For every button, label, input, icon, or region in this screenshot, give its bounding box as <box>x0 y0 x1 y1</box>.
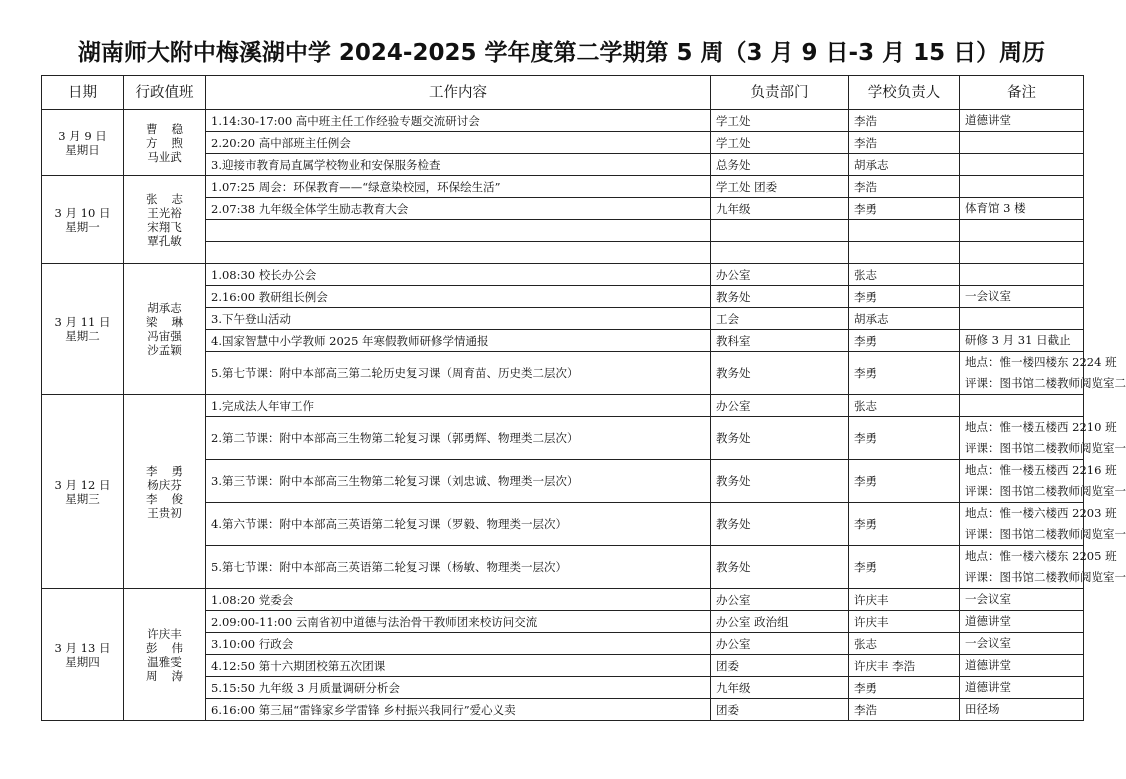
day-date-cell <box>42 395 124 589</box>
remarks-cell <box>960 546 1126 589</box>
work-item: 3.下午登山活动 <box>206 308 711 330</box>
remarks-text: 地点：惟一楼六楼西 2203 班 <box>965 506 1117 520</box>
remarks-text: 研修 3 月 31 日截止 <box>965 333 1071 347</box>
admin-duty-name: 覃孔敏 <box>147 233 182 248</box>
school-lead-cell: 许庆丰 <box>849 589 960 611</box>
department-cell: 办公室 政治组 <box>711 611 849 633</box>
department-cell: 教务处 <box>711 417 849 460</box>
remarks-cell <box>960 395 1084 417</box>
department-cell: 教务处 <box>711 503 849 546</box>
remarks-cell <box>960 460 1126 503</box>
admin-duty-name: 周 涛 <box>145 668 189 683</box>
work-item: 1.14:30-17:00 高中班主任工作经验专题交流研讨会 <box>206 110 711 132</box>
work-item: 2.第二节课：附中本部高三生物第二轮复习课（郭勇辉、物理类二层次） <box>206 417 711 460</box>
remarks-text: 地点：惟一楼五楼西 2216 班 <box>965 463 1117 477</box>
remarks-text: 田径场 <box>965 702 1000 716</box>
admin-duty-name: 王贵初 <box>147 505 182 520</box>
remarks-text-line2: 评课：图书馆二楼教师阅览室一 <box>965 527 1126 541</box>
department-cell: 教科室 <box>711 330 849 352</box>
remarks-cell <box>960 264 1084 286</box>
school-lead-cell: 张志 <box>849 264 960 286</box>
table-row <box>42 264 1084 286</box>
admin-duty-name: 宋翔飞 <box>147 219 182 234</box>
work-item: 5.第七节课：附中本部高三第二轮历史复习课（周育苗、历史类二层次） <box>206 352 711 395</box>
department-cell: 总务处 <box>711 154 849 176</box>
school-lead-cell: 李勇 <box>849 546 960 589</box>
department-cell: 教务处 <box>711 352 849 395</box>
work-item: 1.07:25 周会：环保教育——“绿意染校园，环保绘生活” <box>206 176 711 198</box>
admin-duty-cell <box>124 589 206 721</box>
school-lead-cell: 李勇 <box>849 677 960 699</box>
school-lead-cell: 胡承志 <box>849 308 960 330</box>
remarks-cell <box>960 655 1084 677</box>
work-item: 2.07:38 九年级全体学生励志教育大会 <box>206 198 711 220</box>
department-cell: 教务处 <box>711 286 849 308</box>
page-title: 湖南师大附中梅溪湖中学 2024-2025 学年度第二学期第 5 周（3 月 9 日-3 月 15 日）周历 <box>77 40 1046 66</box>
department-cell: 办公室 <box>711 633 849 655</box>
admin-duty-name: 张 志 <box>145 191 189 206</box>
day-weekday: 星期二 <box>65 329 100 343</box>
school-lead-cell: 李勇 <box>849 330 960 352</box>
department-cell: 九年级 <box>711 677 849 699</box>
department-cell: 团委 <box>711 699 849 721</box>
header-date: 日期 <box>42 76 124 110</box>
admin-duty-name: 彭 伟 <box>145 640 189 655</box>
header-work-content: 工作内容 <box>206 76 711 110</box>
admin-duty-name: 王光裕 <box>147 205 182 220</box>
remarks-cell <box>960 110 1084 132</box>
work-item: 3.迎接市教育局直属学校物业和安保服务检查 <box>206 154 711 176</box>
work-item: 5.15:50 九年级 3 月质量调研分析会 <box>206 677 711 699</box>
work-item: 3.第三节课：附中本部高三生物第二轮复习课（刘忠诚、物理类一层次） <box>206 460 711 503</box>
school-lead-cell: 张志 <box>849 633 960 655</box>
remarks-text: 一会议室 <box>965 636 1011 650</box>
work-item: 4.12:50 第十六期团校第五次团课 <box>206 655 711 677</box>
remarks-cell <box>960 611 1084 633</box>
department-cell: 教务处 <box>711 460 849 503</box>
school-lead-cell: 李浩 <box>849 699 960 721</box>
admin-duty-name: 曹 稳 <box>145 121 189 136</box>
school-lead-cell <box>849 220 960 242</box>
school-lead-cell: 李浩 <box>849 132 960 154</box>
remarks-cell <box>960 330 1084 352</box>
department-cell: 教务处 <box>711 546 849 589</box>
admin-duty-name: 沙孟颖 <box>147 343 182 357</box>
school-lead-cell: 李勇 <box>849 460 960 503</box>
department-cell: 学工处 <box>711 132 849 154</box>
remarks-cell <box>960 633 1084 655</box>
school-lead-cell: 张志 <box>849 395 960 417</box>
admin-duty-name: 温雅雯 <box>147 654 182 669</box>
work-item: 4.第六节课：附中本部高三英语第二轮复习课（罗毅、物理类一层次） <box>206 503 711 546</box>
remarks-cell <box>960 154 1084 176</box>
day-date-cell <box>42 110 124 176</box>
work-item <box>206 242 711 264</box>
school-lead-cell: 李勇 <box>849 198 960 220</box>
department-cell: 学工处 <box>711 110 849 132</box>
remarks-cell <box>960 417 1126 460</box>
department-cell: 办公室 <box>711 264 849 286</box>
school-lead-cell: 李勇 <box>849 286 960 308</box>
remarks-cell <box>960 176 1084 198</box>
day-weekday: 星期一 <box>65 219 100 234</box>
weekly-calendar-table <box>41 75 1126 721</box>
school-lead-cell: 许庆丰 <box>849 611 960 633</box>
remarks-text: 体育馆 3 楼 <box>965 201 1026 215</box>
day-date: 3 月 9 日 <box>58 128 107 143</box>
department-cell: 九年级 <box>711 198 849 220</box>
table-header-row <box>42 76 1084 110</box>
work-item: 2.09:00-11:00 云南省初中道德与法治骨干教师团来校访问交流 <box>206 611 711 633</box>
remarks-text-line2: 评课：图书馆二楼教师阅览室一 <box>965 570 1126 584</box>
work-item <box>206 220 711 242</box>
remarks-cell <box>960 503 1126 546</box>
admin-duty-name: 杨庆芬 <box>147 477 182 492</box>
remarks-text: 一会议室 <box>965 289 1011 303</box>
school-lead-cell: 李勇 <box>849 352 960 395</box>
table-row <box>42 110 1084 132</box>
day-weekday: 星期四 <box>65 654 100 669</box>
school-lead-cell: 李浩 <box>849 176 960 198</box>
day-date: 3 月 12 日 <box>54 477 111 492</box>
remarks-text: 道德讲堂 <box>965 113 1011 127</box>
school-lead-cell: 李勇 <box>849 417 960 460</box>
school-lead-cell <box>849 242 960 264</box>
day-weekday: 星期三 <box>65 491 100 506</box>
admin-duty-name: 方 煦 <box>145 135 189 150</box>
admin-duty-name: 李 勇 <box>145 463 189 478</box>
remarks-text-line2: 评课：图书馆二楼教师阅览室二 <box>965 376 1126 390</box>
work-item: 1.完成法人年审工作 <box>206 395 711 417</box>
remarks-cell <box>960 677 1084 699</box>
remarks-cell <box>960 242 1084 264</box>
header-admin-duty: 行政值班 <box>124 76 206 110</box>
department-cell: 办公室 <box>711 589 849 611</box>
remarks-text: 地点：惟一楼六楼东 2205 班 <box>965 549 1117 563</box>
department-cell: 学工处 团委 <box>711 176 849 198</box>
work-item: 6.16:00 第三届“雷锋家乡学雷锋 乡村振兴我同行”爱心义卖 <box>206 699 711 721</box>
remarks-cell <box>960 286 1084 308</box>
remarks-cell <box>960 352 1126 395</box>
admin-duty-cell <box>124 110 206 176</box>
admin-duty-cell <box>124 264 206 395</box>
department-cell: 办公室 <box>711 395 849 417</box>
day-date: 3 月 11 日 <box>54 315 111 329</box>
remarks-text: 地点：惟一楼四楼东 2224 班 <box>965 355 1117 369</box>
admin-duty-cell <box>124 176 206 264</box>
admin-duty-name: 马业武 <box>147 149 182 164</box>
department-cell: 团委 <box>711 655 849 677</box>
work-item: 2.20:20 高中部班主任例会 <box>206 132 711 154</box>
table-row <box>42 395 1084 417</box>
department-cell: 工会 <box>711 308 849 330</box>
day-date: 3 月 13 日 <box>54 640 111 655</box>
work-item: 1.08:20 党委会 <box>206 589 711 611</box>
remarks-cell <box>960 589 1084 611</box>
school-lead-cell: 李勇 <box>849 503 960 546</box>
day-date: 3 月 10 日 <box>54 205 111 220</box>
table-row <box>42 176 1084 198</box>
remarks-text: 道德讲堂 <box>965 658 1011 672</box>
remarks-text: 道德讲堂 <box>965 614 1011 628</box>
school-lead-cell: 李浩 <box>849 110 960 132</box>
admin-duty-name: 许庆丰 <box>147 626 182 641</box>
table-row <box>42 589 1084 611</box>
work-item: 2.16:00 教研组长例会 <box>206 286 711 308</box>
work-item: 5.第七节课：附中本部高三英语第二轮复习课（杨敏、物理类一层次） <box>206 546 711 589</box>
work-item: 4.国家智慧中小学教师 2025 年寒假教师研修学情通报 <box>206 330 711 352</box>
remarks-text-line2: 评课：图书馆二楼教师阅览室一 <box>965 484 1126 498</box>
remarks-cell <box>960 308 1084 330</box>
day-date-cell <box>42 264 124 395</box>
day-date-cell <box>42 589 124 721</box>
remarks-cell <box>960 198 1084 220</box>
admin-duty-name: 李 俊 <box>145 491 189 506</box>
remarks-cell <box>960 699 1084 721</box>
remarks-text-line2: 评课：图书馆二楼教师阅览室一 <box>965 441 1126 455</box>
work-item: 1.08:30 校长办公会 <box>206 264 711 286</box>
day-weekday: 星期日 <box>65 142 100 157</box>
header-department: 负责部门 <box>711 76 849 110</box>
admin-duty-name: 梁 琳 <box>145 315 189 329</box>
department-cell <box>711 242 849 264</box>
remarks-text: 一会议室 <box>965 592 1011 606</box>
work-item: 3.10:00 行政会 <box>206 633 711 655</box>
admin-duty-name: 冯宙强 <box>147 329 182 343</box>
remarks-cell <box>960 220 1084 242</box>
remarks-cell <box>960 132 1084 154</box>
department-cell <box>711 220 849 242</box>
remarks-text: 地点：惟一楼五楼西 2210 班 <box>965 420 1117 434</box>
header-remarks: 备注 <box>960 76 1084 110</box>
day-date-cell <box>42 176 124 264</box>
admin-duty-cell <box>124 395 206 589</box>
school-lead-cell: 许庆丰 李浩 <box>849 655 960 677</box>
admin-duty-name: 胡承志 <box>147 301 182 315</box>
header-school-lead: 学校负责人 <box>849 76 960 110</box>
remarks-text: 道德讲堂 <box>965 680 1011 694</box>
school-lead-cell: 胡承志 <box>849 154 960 176</box>
